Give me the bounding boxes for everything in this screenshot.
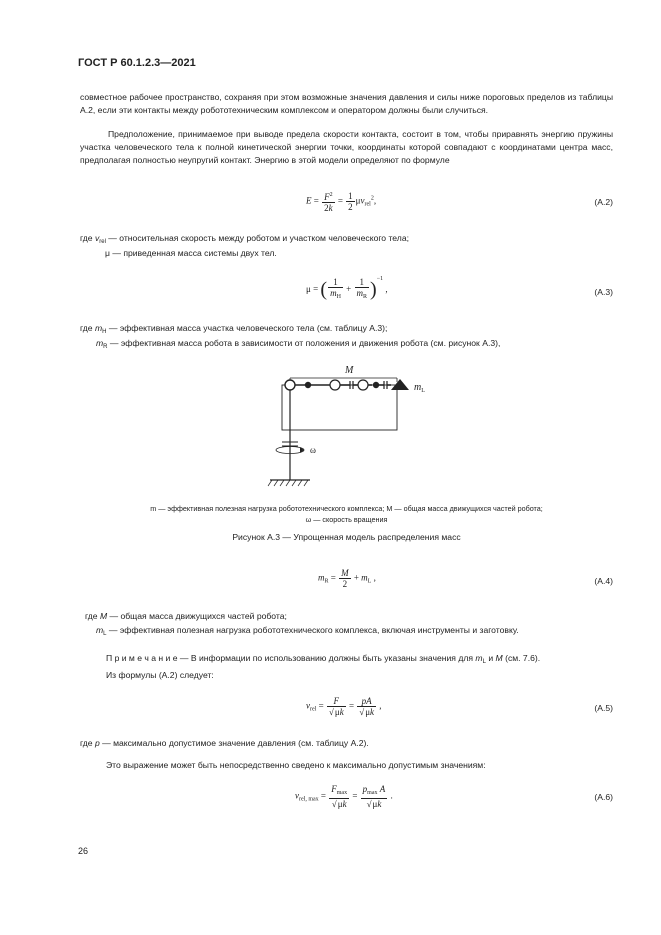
formula-a3: μ = ( $\frac{1}{m_H}$ + $\frac{1}{m_R}$ )$^{-1}$ , <box>306 276 388 301</box>
document-header: ГОСТ Р 60.1.2.3—2021 <box>78 57 196 69</box>
equation-number-a2: (А.2) <box>594 197 613 207</box>
figure-label-omega: ω <box>310 445 316 455</box>
figure-mass-model <box>260 360 440 495</box>
figure-caption: m — эффективная полезная нагрузка робототехнического комплекса; M — общая масса движущихся частей робота; ω — скорость вращения <box>150 504 543 524</box>
definition-vrel: где $v_{rel}$ — относительная скорость между роботом и участком человеческого тела; <box>80 233 409 245</box>
formula-a4: $m_R$ = $\frac{M}{2}$ + $m_L$ , <box>318 568 376 589</box>
definition-p: где p — максимально допустимое значение давления (см. таблицу А.2). <box>80 738 369 748</box>
formula-a2: E = $\frac{F^2}{2k}$ = $\frac{1}{2}$ $\mu v_{rel}^2$, <box>306 191 377 213</box>
note-line: П р и м е ч а н и е — В информации по использованию должны быть указаны значения для $m_L$ и M (см. 7.6). <box>106 653 541 665</box>
payload-triangle <box>391 379 409 390</box>
mass-point-1 <box>305 382 311 388</box>
base-joint <box>285 380 295 390</box>
equation-number-a5: (А.5) <box>594 703 613 713</box>
definition-M: где M — общая масса движущихся частей робота; <box>85 611 287 621</box>
definition-mh: где $m_H$ — эффективная масса участка человеческого тела (см. таблицу А.3); <box>80 323 388 335</box>
equation-number-a3: (А.3) <box>594 287 613 297</box>
paragraph-intro-2: Предположение, принимаемое при выводе предела скорости контакта, состоит в том, чтобы приравнять энергию пружины участка человеческого тела к полной кинетической энергии точки, координаты которой совпадают с координатами центра масс, предполагая полностью неупругий контакт. Энергию в этой модели определяют по формуле <box>80 129 613 165</box>
formula-a6: $v_{rel, max}$ = $\frac{F_{max}}{√\mu k}$ = $\frac{p_{max} A}{√\mu k}$ . <box>295 784 393 809</box>
page-number: 26 <box>78 846 89 856</box>
formula-a5: $v_{rel}$ = $\frac{F}{√\mu k}$ = $\frac{pA}{√\mu k}$ , <box>306 696 382 717</box>
definition-mr: $m_R$ — эффективная масса робота в зависимости от положения и движения робота (см. рисунок А.3), <box>96 338 501 350</box>
expression-text: Это выражение может быть непосредственно сведено к максимально допустимым значениям: <box>106 760 486 770</box>
follows-text: Из формулы (А.2) следует: <box>106 670 214 680</box>
equation-number-a4: (А.4) <box>594 576 613 586</box>
equation-number-a6: (А.6) <box>594 792 613 802</box>
paragraph-intro-1: совместное рабочее пространство, сохраняя при этом возможные значения давления и силы ниже пороговых пределов из таблицы А.2, если эти контакты между робототехническим комплексом и оператором должны были случиться. <box>80 92 613 115</box>
joint-3 <box>358 380 368 390</box>
definition-mu: μ — приведенная масса системы двух тел. <box>105 248 277 258</box>
joint-2 <box>330 380 340 390</box>
mass-point-2 <box>373 382 379 388</box>
definition-ml: $m_L$ — эффективная полезная нагрузка робототехнического комплекса, включая инструменты и заготовку. <box>96 625 519 637</box>
figure-label-M: M <box>345 365 354 376</box>
figure-label-mL: $m_L$ <box>414 382 425 394</box>
robot-mass-box <box>282 385 397 430</box>
figure-title: Рисунок А.3 — Упрощенная модель распределения масс <box>232 532 461 542</box>
